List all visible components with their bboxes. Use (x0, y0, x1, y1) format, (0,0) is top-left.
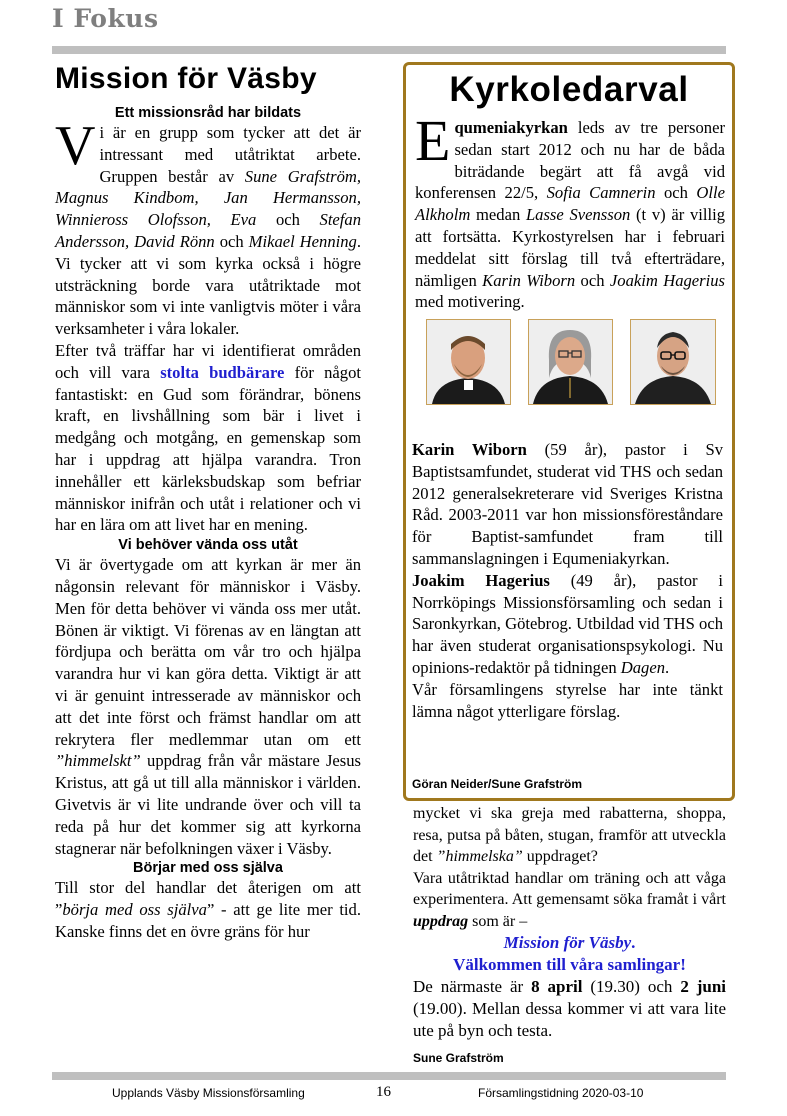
box-title: Kyrkoledarval (449, 70, 689, 109)
subheading-2: Vi behöver vända oss utåt (118, 537, 298, 554)
paragraph-1: Vi är en grupp som tycker att det är intressant med utåtriktat arbete. Gruppen består av Sune Grafström, Magnus Kindbom, Jan Hermansson, Winnieross Olofsson, Eva och Stefan Andersson, David Rönn och Mikael Henning. Vi tycker att vi som kyrka också i högre utsträckning borde vara utåtriktade mot människor som vi inte vanligtvis möter i våra verksamheter i våra lokaler. (55, 115, 361, 339)
section-header: I Fokus (52, 4, 159, 33)
bio-karin: Karin Wiborn (59 år), pastor i Sv Baptistsamfundet, studerat vid THS och sedan 2012 generalsekreterare vid Sveriges Kristna Råd. 2003-2011 var hon missionsföreståndare för Baptist-samfundet fram till sammanslagningen i Equmeniakyrkan. (412, 440, 724, 568)
box-closing: Vår församlingens styrelse har inte tänkt lämna något ytterligare förslag. (412, 679, 723, 721)
mission-slogan: Mission för Väsby. (503, 933, 636, 952)
box-bios (412, 439, 723, 722)
footer-issue: Församlingstidning 2020-03-10 (478, 1086, 644, 1100)
continuation-paragraph-3: De närmaste är 8 april (19.30) och 2 juni (19.00). Mellan dessa kommer vi att vara lite ute på byn och testa. (413, 977, 727, 1040)
kyrkoledarval-box (403, 62, 735, 801)
page-number: 16 (376, 1084, 391, 1100)
portrait-photo-2 (528, 319, 613, 405)
paragraph-4: Till stor del handlar det återigen om att ”börja med oss själva” - att ge lite mer tid. Kanske finns det en övre gräns för hur (55, 878, 361, 941)
portrait-photo-1 (426, 319, 511, 405)
highlight-text: stolta budbärare (160, 362, 285, 382)
box-credit: Göran Neider/Sune Grafström (412, 777, 583, 791)
portrait-photo-3 (630, 319, 716, 405)
bottom-divider (52, 1072, 726, 1080)
article-credit: Sune Grafström (413, 1051, 504, 1065)
footer-organization: Upplands Väsby Missionsförsamling (112, 1086, 305, 1100)
paragraph-2: Efter två träffar har vi identifierat områden och vill vara stolta budbärare för något fantastiskt: en Gud som förändrar, bönens kraft, en livshållning som bär i livet i medgång och motgång, en gemenskap som har i uppdrag att hjälpa varandra. Tron innehåller ett kärleksbudskap som befriar människor inifrån och utåt i relationer och vi har en lära om att livet har en mening. (55, 340, 361, 535)
welcome-line: Välkommen till våra samlingar! (453, 955, 686, 974)
subheading-3: Börjar med oss själva (133, 860, 283, 877)
top-divider (52, 46, 726, 54)
article-continuation (413, 803, 726, 1070)
article-title: Mission för Väsby (55, 62, 317, 95)
paragraph-3: Vi är övertygade om att kyrkan är mer än någonsin relevant för människor i Väsby. Men för detta behöver vi vända oss mer utåt. Bönen är viktigt. Vi förenas av en längtan att fördjupa och berätta om vår tro och hjälpa varandra hur vi kan göra detta. Viktigt är att vi är genuint intresserade av människor och att det inte först och främst handlar om att rekrytera fler medlemmar utan om ett ”himmelskt” uppdrag från vår mästare Jesus Kristus, att gå ut till alla människor i världen. Givetvis är vi lite undrande över och vill ta reda på hur det kommer sig att kyrkorna stagnerar när befolkningen växer i Väsby. (55, 555, 361, 858)
mission-article (55, 62, 361, 943)
drop-cap: V (55, 115, 96, 177)
bio-joakim: Joakim Hagerius (49 år), pastor i Norrköpings Missionsförsamling och sedan i Saronkyrkan, Götebrog. Utbildad vid THS och har även studerat organisationspsykologi. Nu opinions-redaktör på tidningen Dagen. (412, 570, 723, 677)
continuation-paragraph-2: Vara utåtriktad handlar om träning och att våga experimentera. Att gemensamt söka framåt i vårt uppdrag som är – (413, 869, 726, 930)
subheading-1: Ett missionsråd har bildats (114, 105, 302, 121)
continuation-paragraph-1: mycket vi ska greja med rabatterna, shoppa, resa, putsa på båten, stugan, framför att utveckla det ”himmelska” uppdraget? (413, 805, 726, 865)
box-intro: Equmeniakyrkan leds av tre personer sedan start 2012 och nu har de båda biträdande begärt att få avgå vid konferensen 22/5, Sofia Camnerin och Olle Alkholm medan Lasse Svensson (t v) är villig att fortsätta. Kyrkostyrelsen har i februari meddelat sitt förslag till två efterträdare, nämligen Karin Wiborn och Joakim Hagerius med motivering. (415, 108, 725, 312)
drop-cap: E (415, 108, 451, 173)
photo-row (406, 319, 732, 405)
